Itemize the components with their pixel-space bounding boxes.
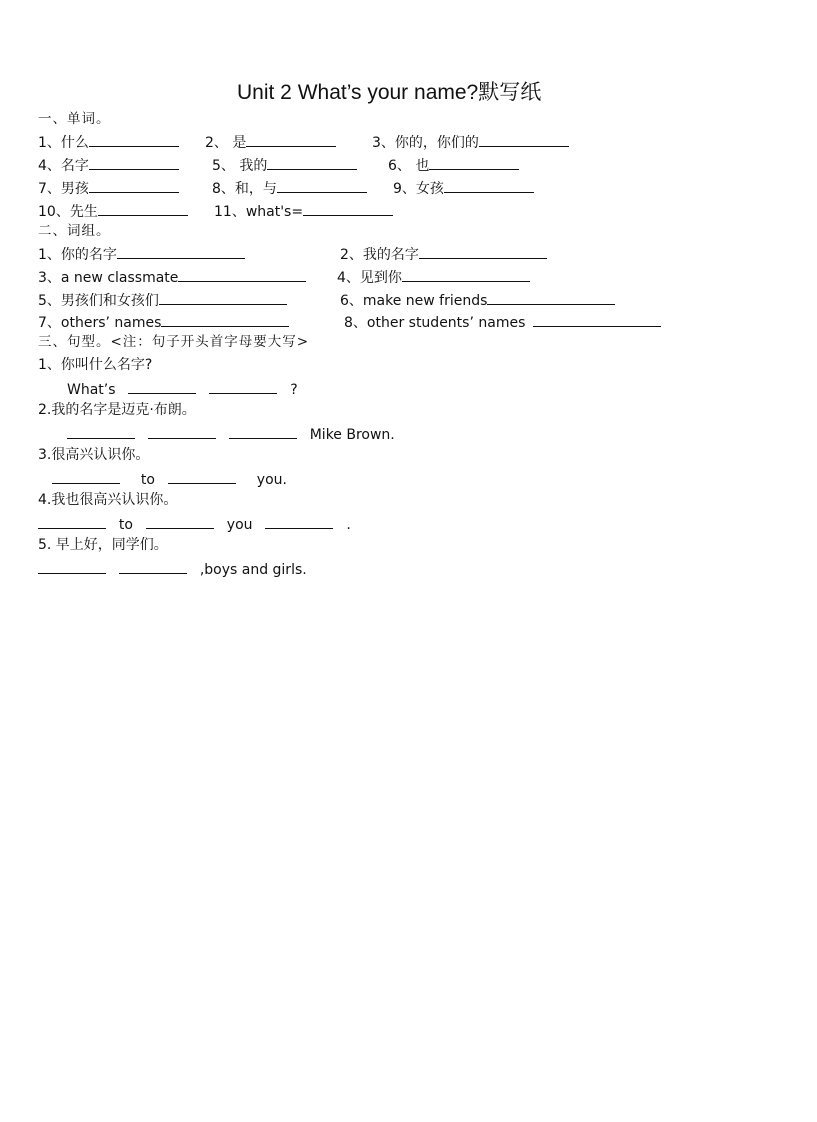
word-item-4 — [38, 155, 179, 175]
word-item-5 — [212, 155, 357, 175]
word-label: 5、 我的 — [212, 158, 268, 174]
sentence-5-prompt: 5. 早上好，同学们。 — [38, 537, 168, 553]
phrase-label: 2、我的名字 — [340, 247, 419, 263]
answer-blank[interactable] — [487, 290, 615, 305]
phrase-item-5 — [38, 290, 287, 310]
phrase-label: 8、other students’ names — [344, 315, 526, 331]
phrase-item-2 — [340, 244, 547, 264]
section-2-heading: 二、词组。 — [38, 223, 111, 239]
sentence-text: What’s — [67, 382, 116, 398]
word-label: 10、先生 — [38, 204, 98, 220]
phrase-label: 7、others’ names — [38, 315, 162, 331]
phrase-label: 5、男孩们和女孩们 — [38, 293, 159, 309]
answer-blank[interactable] — [89, 178, 179, 193]
answer-blank[interactable] — [159, 290, 287, 305]
phrase-label: 1、你的名字 — [38, 247, 117, 263]
word-label: 7、男孩 — [38, 181, 89, 197]
sentence-3-prompt: 3.很高兴认识你。 — [38, 447, 150, 463]
answer-blank[interactable] — [148, 424, 216, 439]
answer-blank[interactable] — [303, 201, 393, 216]
sentence-1-prompt: 1、你叫什么名字? — [38, 357, 153, 373]
word-label: 8、和，与 — [212, 181, 277, 197]
answer-blank[interactable] — [146, 514, 214, 529]
sentence-4-prompt: 4.我也很高兴认识你。 — [38, 492, 178, 508]
word-label: 9、女孩 — [393, 181, 444, 197]
sentence-3-answer — [52, 469, 287, 489]
answer-blank[interactable] — [89, 155, 179, 170]
answer-blank[interactable] — [117, 244, 245, 259]
phrase-label: 4、见到你 — [337, 270, 402, 286]
section-1-heading: 一、单词。 — [38, 111, 111, 127]
word-label: 4、名字 — [38, 158, 89, 174]
answer-blank[interactable] — [267, 155, 357, 170]
answer-blank[interactable] — [209, 379, 277, 394]
word-label: 6、 也 — [388, 158, 430, 174]
answer-blank[interactable] — [429, 155, 519, 170]
sentence-text: to — [118, 517, 133, 533]
sentence-text: to — [140, 472, 155, 488]
word-label: 11、what's= — [214, 204, 304, 220]
sentence-text: ? — [290, 382, 298, 398]
sentence-text: Mike Brown. — [309, 427, 395, 443]
phrase-item-3 — [38, 267, 306, 287]
phrase-item-6 — [340, 290, 615, 310]
word-item-2 — [205, 132, 336, 152]
sentence-text: you — [226, 517, 253, 533]
answer-blank[interactable] — [38, 514, 106, 529]
sentence-2-answer — [67, 424, 395, 444]
sentence-1-answer — [67, 379, 298, 399]
word-item-11 — [214, 201, 393, 221]
phrase-item-8 — [344, 312, 661, 332]
answer-blank[interactable] — [98, 201, 188, 216]
word-item-7 — [38, 178, 179, 198]
word-item-1 — [38, 132, 179, 152]
answer-blank[interactable] — [178, 267, 306, 282]
sentence-text: . — [346, 517, 351, 533]
answer-blank[interactable] — [119, 559, 187, 574]
phrase-label: 6、make new friends — [340, 293, 488, 309]
word-item-8 — [212, 178, 367, 198]
answer-blank[interactable] — [128, 379, 196, 394]
word-label: 1、什么 — [38, 135, 89, 151]
section-3-heading: 三、句型。<注：句子开头首字母要大写> — [38, 334, 310, 350]
word-label: 3、你的，你们的 — [372, 135, 479, 151]
phrase-item-1 — [38, 244, 245, 264]
page-title: Unit 2 What’s your name?默写纸 — [237, 81, 542, 104]
answer-blank[interactable] — [89, 132, 179, 147]
answer-blank[interactable] — [479, 132, 569, 147]
answer-blank[interactable] — [419, 244, 547, 259]
word-item-6 — [388, 155, 519, 175]
word-label: 2、 是 — [205, 135, 247, 151]
word-item-9 — [393, 178, 534, 198]
answer-blank[interactable] — [533, 312, 661, 327]
answer-blank[interactable] — [229, 424, 297, 439]
answer-blank[interactable] — [402, 267, 530, 282]
phrase-item-7 — [38, 312, 289, 332]
sentence-5-answer — [38, 559, 307, 579]
word-item-10 — [38, 201, 188, 221]
answer-blank[interactable] — [277, 178, 367, 193]
answer-blank[interactable] — [168, 469, 236, 484]
sentence-text: ,boys and girls. — [199, 562, 307, 578]
answer-blank[interactable] — [265, 514, 333, 529]
phrase-item-4 — [337, 267, 530, 287]
answer-blank[interactable] — [38, 559, 106, 574]
word-item-3 — [372, 132, 569, 152]
answer-blank[interactable] — [444, 178, 534, 193]
sentence-text: you. — [256, 472, 287, 488]
answer-blank[interactable] — [246, 132, 336, 147]
answer-blank[interactable] — [52, 469, 120, 484]
sentence-4-answer — [38, 514, 351, 534]
answer-blank[interactable] — [161, 312, 289, 327]
answer-blank[interactable] — [67, 424, 135, 439]
phrase-label: 3、a new classmate — [38, 270, 179, 286]
sentence-2-prompt: 2.我的名字是迈克·布朗。 — [38, 402, 196, 418]
